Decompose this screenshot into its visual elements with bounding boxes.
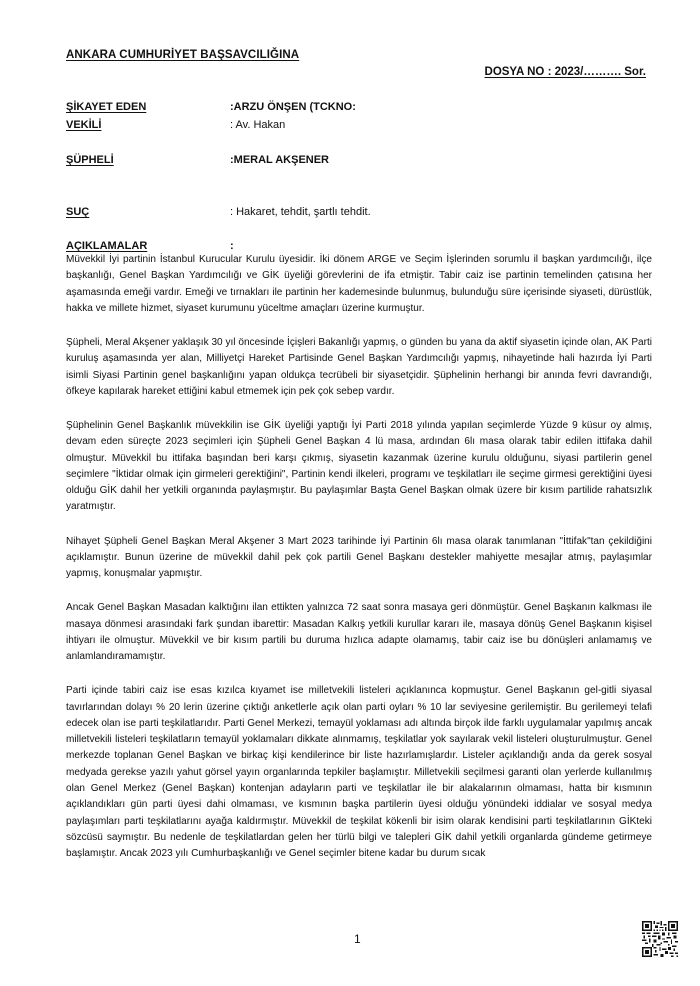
- field-label: SUÇ: [66, 206, 90, 218]
- field-label: ŞÜPHELİ: [66, 154, 114, 166]
- page-number: 1: [354, 932, 361, 946]
- field-label: VEKİLİ: [66, 119, 102, 131]
- field-complainant: [66, 101, 356, 113]
- field-value: :MERAL AKŞENER: [230, 154, 330, 166]
- field-value: : Hakaret, tehdit, şartlı tehdit.: [230, 206, 371, 218]
- paragraph: Parti içinde tabiri caiz ise esas kızılca kıyamet ise milletvekili listeleri açıklanınca kopmuştur. Genel Başkanın gel-gitli siyasal tavırlarından dolayı % 20 lerin üzerine çıktığı anketlerle açık olan parti oyları % 10 lar seviyesine gerilemiştir. Bu gerilemeyi telafi edecek olan ise parti teşkilatlarıdır. Parti Genel Merkezi, temayül yoklaması adı altında birçok ilde farklı uygulamalar yapılmış ancak milletvekili listeleri teşkilatların temayül yoklamaları dikkate alınmamış, teşkilatlar yok sayılarak vekil listeleri oluşturulmuştur. Genel merkezde toplanan Genel Başkan ve birkaç kişi kendilerince bir liste hazırlamışlardır. Listeler açıklandığı anda da gerek sosyal medyada gerekse yazılı yahut görsel yayın organlarında tepkiler başlamıştır. Milletvekili seçilmesi garanti olan yerlerde kullanılmış olan Genel Merkez (Genel Başkan) kontenjan adayların parti ve teşkilatlar ile bir alakalarının olmaması, hatta bir kısmının açıklandıkları gün parti üyesi dahi olmaması, ve kısmının başka partilerin üyesi olduğu yönündeki iddialar ve sosyal medya paylaşımları parti teşkilatlarını ayağa kaldırmıştır. Müvekkil de teşkilat kökenli bir isim olarak kendisini parti teşkilatlarının GİKteki sözcüsü saymıştır. Bu nedenle de teşkilatlardan gelen her türlü bilgi ve talepleri GİK dahil yetkili organlarda gündeme getirmeye başlamıştır. Ancak 2023 yılı Cumhurbaşkanlığı ve Genel seçimler bitene kadar bu durum sıcak: [66, 685, 652, 860]
- field-label: ŞİKAYET EDEN: [66, 101, 147, 113]
- paragraph: Ancak Genel Başkan Masadan kalktığını ilan ettikten yalnızca 72 saat sonra masaya geri dönmüştür. Genel Başkanın kalkması ile masaya dönmesi arasındaki fark şundan ibarettir: Masadan Kalkış yetkili kurullar kararı ile, masaya dönüş Genel Başkanın kişisel ihtiyarı ile olmuştur. Müvekkil ve bir kısım partili bu duruma hızlıca adapte olamamış, tabir caiz ise bu dönüşleri anlamamış ve anlamlandıramamıştır.: [66, 602, 652, 663]
- paragraph: Müvekkil İyi partinin İstanbul Kurucular Kurulu üyesidir. İki dönem ARGE ve Seçim İşlerinden sorumlu il başkan yardımcılığı, ilçe başkanlığı, Genel Başkan Yardımcılığı ve GİK üyeliği görevlerini de ifa etmiştir. Tabir caiz ise partinin temelinden çatısına her aşamasında emeği vardır. Emeği ve tırnakları ile partinin her kademesinde bulunmuş, bulunduğu süre içerisinde siyaseti, dürüstlük, hakka ve millete hizmet, siyaset kurumunu yüceltme amaçları üzerine kurmuştur.: [66, 254, 652, 314]
- file-number: DOSYA NO : 2023/………. Sor.: [484, 66, 646, 78]
- document-body: [66, 252, 652, 880]
- field-attorney: [66, 119, 285, 131]
- paragraph: Şüphelinin Genel Başkanlık müvekkilin ise GİK üyeliği yaptığı İyi Parti 2018 yılında yapılan seçimlerde Yüzde 9 küsur oy almış, devam eden süreçte 2023 seçimleri için Şüpheli Genel Başkan 4 lü masa, ardından 6lı masa olarak tabir edilen ittifaka dahil olmuştur. Müvekkil bu ittifaka başından beri karşı çıkmış, siyasetin kazanmak üzerine kurulu olduğunu, siyasi partilerin genel seçimlere "İktidar olmak için girmeleri gerektiğini", Partinin kendi ilkeleri, programı ve teşkilatları ile seçime girmesi gerektiğini üyesi olduğu GİK dahil her yetkili organında paylaşmıştır. Bu paylaşımlar Başta Genel Başkan olmak üzere bir kısım partilide rahatsızlık yaratmıştır.: [66, 419, 652, 513]
- field-suspect: [66, 154, 329, 166]
- addressee-title: ANKARA CUMHURİYET BAŞSAVCILIĞINA: [66, 49, 300, 61]
- field-value: : Av. Hakan: [230, 119, 286, 131]
- field-crime: [66, 206, 371, 218]
- field-explanations: [66, 240, 234, 252]
- field-value: :: [230, 240, 234, 252]
- field-label: AÇIKLAMALAR: [66, 240, 148, 252]
- qr-code: [642, 921, 678, 957]
- field-value: :ARZU ÖNŞEN (TCKNO:: [230, 101, 356, 113]
- paragraph: Şüpheli, Meral Akşener yaklaşık 30 yıl öncesinde İçişleri Bakanlığı yapmış, o günden bu yana da aktif siyasetin içinde olan, AK Parti kuruluş aşamasında yer alan, Milliyetçi Hareket Partisinde Genel Başkan Yardımcılığı yapmış, nihayetinde hali hazırda İyi Parti isimli Siyasi Partinin genel başkanlığını yapan oldukça tecrübeli bir siyasetçidir. Şüphelinin herhangi bir anında fevri davrandığı, öfkeye kapılarak hareket ettiğini kabul etmemek için pek çok sebep vardır.: [66, 336, 652, 397]
- paragraph: Nihayet Şüpheli Genel Başkan Meral Akşener 3 Mart 2023 tarihinde İyi Partinin 6lı masa olarak tanımlanan "İttifak"tan çekildiğini açıklamıştır. Bunun üzerine de müvekkil dahil pek çok partili Genel Başkanı destekler mahiyette mesajlar atmış, paylaşımlar yapmış, konuşmalar yapmıştır.: [66, 535, 652, 580]
